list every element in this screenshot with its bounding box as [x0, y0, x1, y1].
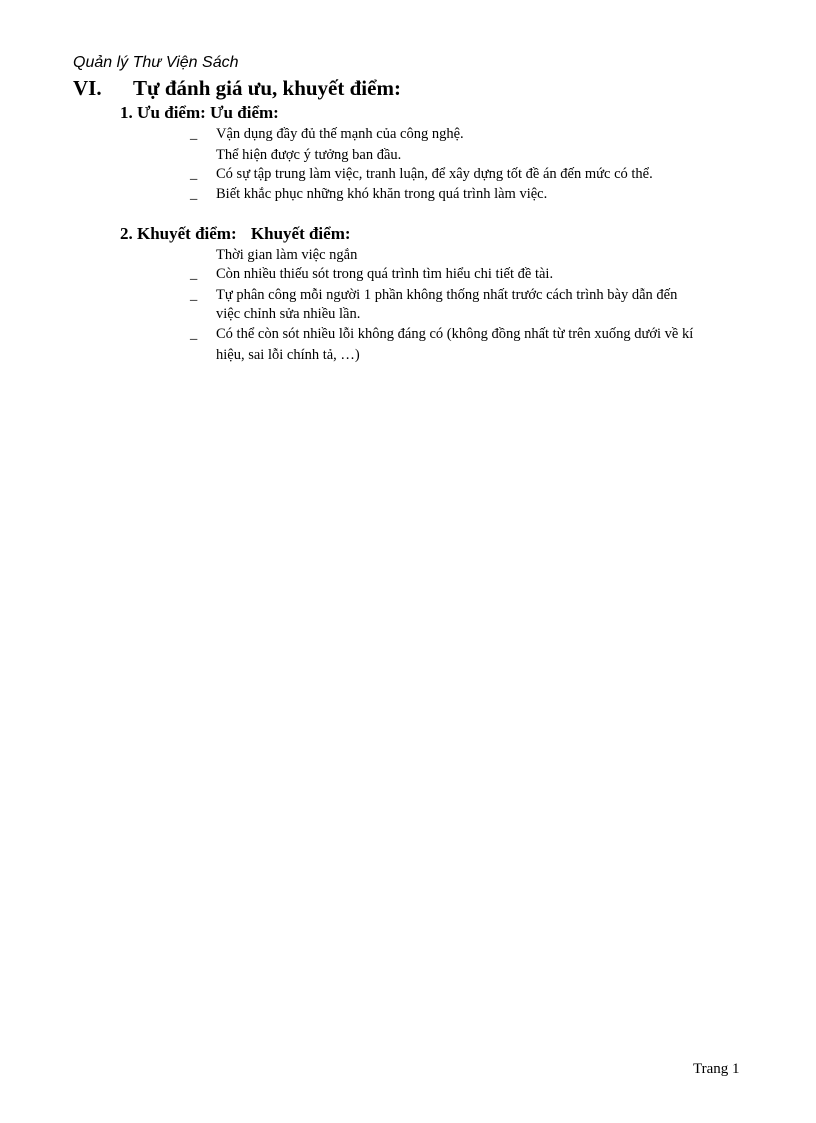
disadvantage-item: Có thể còn sót nhiều lỗi không đáng có (không đồng nhất từ trên xuống dưới về kí — [216, 326, 694, 342]
bullet-marker: _ — [190, 166, 198, 182]
advantage-item: Vận dụng đầy đủ thế mạnh của công nghệ. — [216, 126, 464, 142]
disadvantage-item-continued: việc chỉnh sửa nhiều lần. — [216, 306, 361, 322]
bullet-marker: _ — [190, 326, 198, 342]
bullet-marker: _ — [190, 266, 198, 282]
disadvantages-heading-number: 2. Khuyết điểm: — [120, 224, 237, 243]
disadvantage-item: Tự phân công mỗi người 1 phần không thống nhất trước cách trình bày dẫn đến — [216, 287, 678, 303]
advantage-item: Biết khắc phục những khó khăn trong quá trình làm việc. — [216, 186, 548, 202]
disadvantage-item: Còn nhiều thiếu sót trong quá trình tìm hiểu chi tiết đề tài. — [216, 266, 554, 282]
advantage-item: Thể hiện được ý tưởng ban đầu. — [216, 147, 402, 163]
bullet-marker: _ — [190, 287, 198, 303]
disadvantages-heading-label: Khuyết điểm: — [250, 224, 351, 243]
section-number: VI. — [73, 76, 102, 100]
disadvantage-item: Thời gian làm việc ngắn — [216, 247, 358, 263]
bullet-marker: _ — [190, 126, 198, 142]
document-header: Quản lý Thư Viện Sách — [73, 54, 239, 71]
section-heading — [73, 76, 401, 101]
disadvantage-item-continued: hiệu, sai lỗi chính tả, …) — [216, 347, 360, 363]
section-title: Tự đánh giá ưu, khuyết điểm: — [133, 76, 401, 100]
page-number: Trang 1 — [693, 1061, 740, 1077]
advantages-heading-number: 1. Ưu điểm: — [120, 103, 206, 122]
advantages-heading-label: Ưu điểm: — [210, 103, 279, 122]
disadvantages-heading — [120, 224, 351, 244]
bullet-marker: _ — [190, 186, 198, 202]
advantage-item: Có sự tập trung làm việc, tranh luận, để xây dựng tốt đề án đến mức có thể. — [216, 166, 653, 182]
advantages-heading — [120, 103, 279, 123]
